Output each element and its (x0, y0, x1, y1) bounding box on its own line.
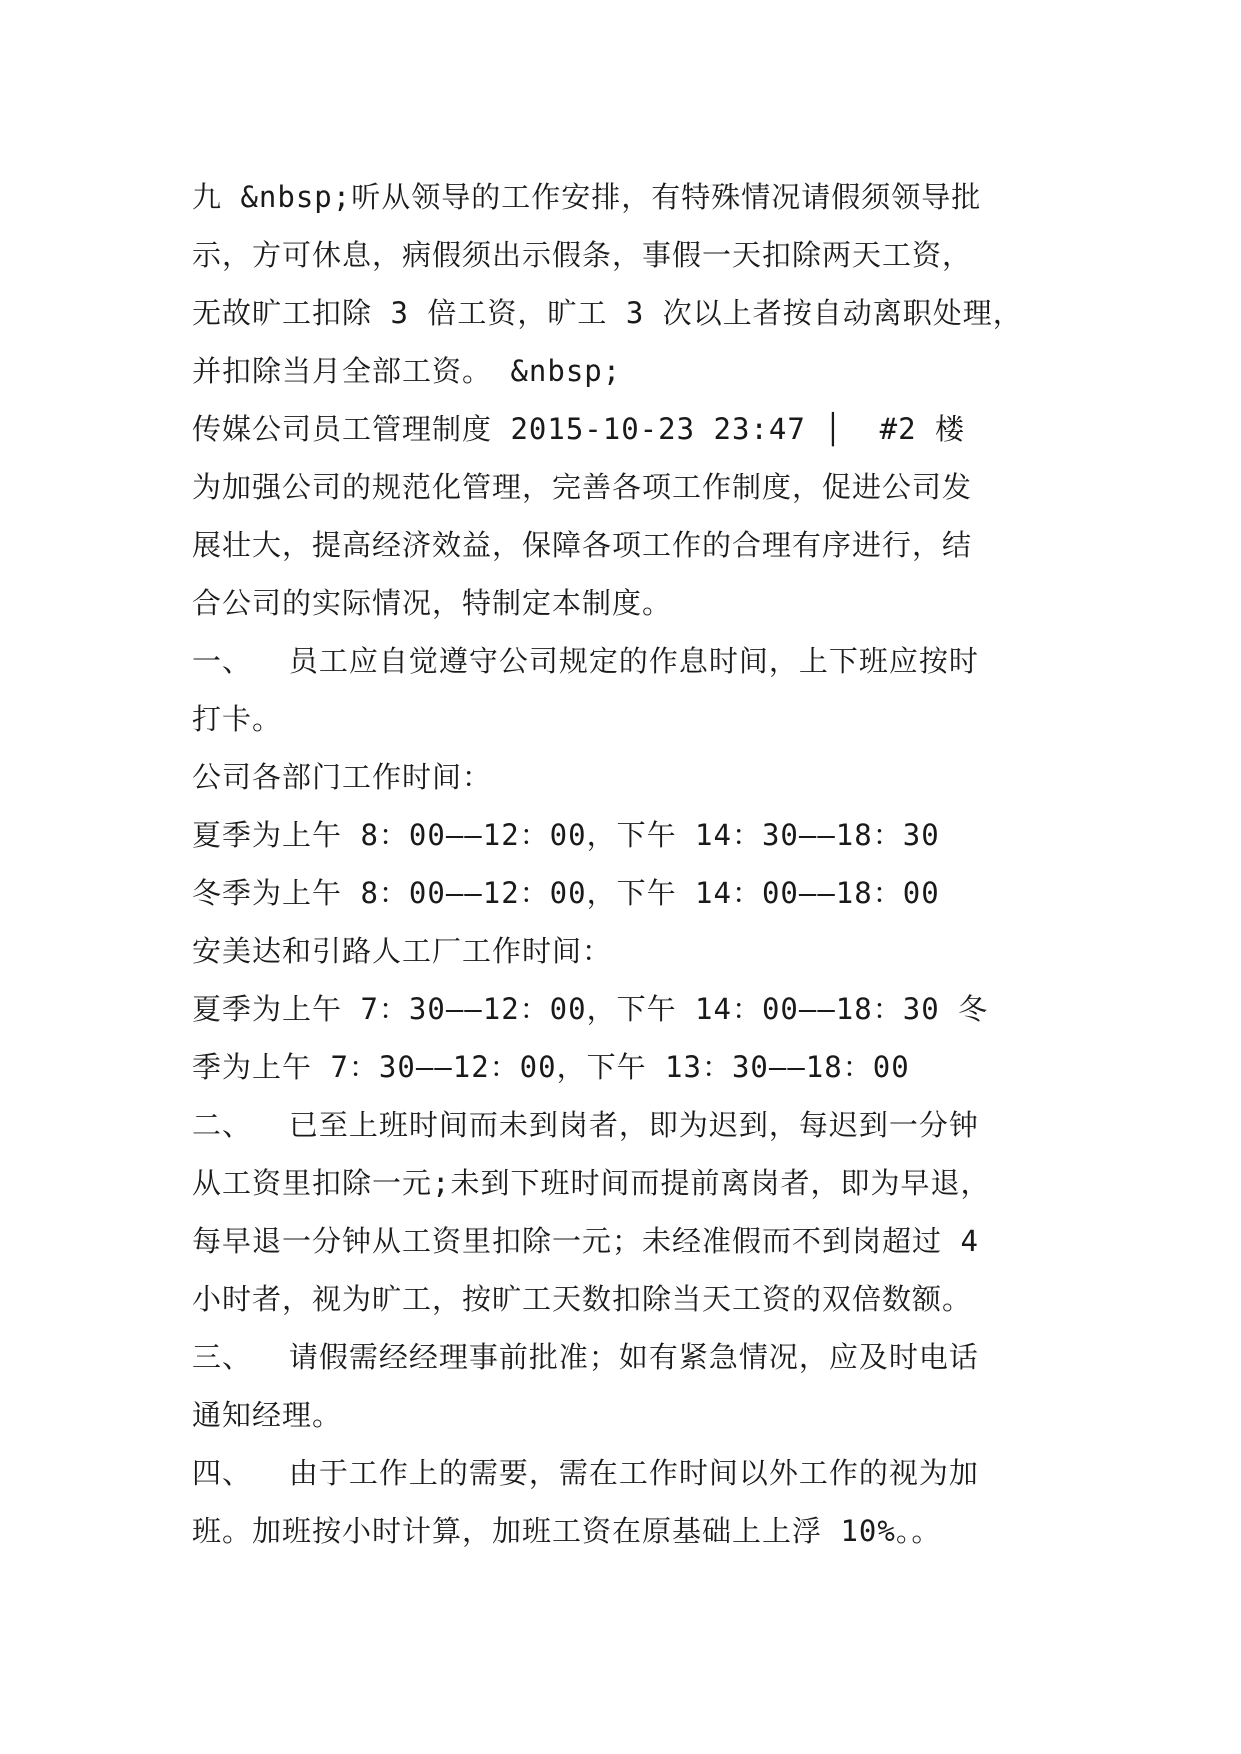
text-line: 无故旷工扣除 3 倍工资，旷工 3 次以上者按自动离职处理， (192, 296, 1023, 330)
schedule-line: 季为上午 7：30——12：00，下午 13：30——18：00 (192, 1050, 910, 1084)
text-line: 通知经理。 (192, 1398, 343, 1432)
text-line: 二、 已至上班时间而未到岗者，即为迟到，每迟到一分钟 (192, 1108, 979, 1142)
schedule-line: 夏季为上午 8：00——12：00，下午 14：30——18：30 (192, 818, 940, 852)
text-line: 合公司的实际情况，特制定本制度。 (192, 586, 673, 620)
schedule-line: 冬季为上午 8：00——12：00，下午 14：00——18：00 (192, 876, 940, 910)
text-line: 展壮大，提高经济效益，保障各项工作的合理有序进行，结 (192, 528, 973, 562)
text-line: 从工资里扣除一元;未到下班时间而提前离岗者，即为早退， (192, 1166, 991, 1200)
document-body (192, 168, 1072, 1560)
text-line: 一、 员工应自觉遵守公司规定的作息时间，上下班应按时 (192, 644, 979, 678)
text-line: 为加强公司的规范化管理，完善各项工作制度，促进公司发 (192, 470, 973, 504)
text-line: 打卡。 (192, 702, 283, 736)
text-line: 四、 由于工作上的需要，需在工作时间以外工作的视为加 (192, 1456, 979, 1490)
post-header: 传媒公司员工管理制度 2015-10-23 23:47 │ #2 楼 (192, 412, 966, 446)
text-line: 每早退一分钟从工资里扣除一元；未经准假而不到岗超过 4 (192, 1224, 979, 1258)
text-line: 并扣除当月全部工资。 &nbsp; (192, 354, 622, 388)
text-line: 安美达和引路人工厂工作时间： (192, 934, 613, 968)
text-line: 小时者，视为旷工，按旷工天数扣除当天工资的双倍数额。 (192, 1282, 973, 1316)
text-line: 三、 请假需经经理事前批准；如有紧急情况，应及时电话 (192, 1340, 979, 1374)
text-line: 班。加班按小时计算，加班工资在原基础上上浮 10%。。 (192, 1514, 942, 1548)
schedule-line: 夏季为上午 7：30——12：00，下午 14：00——18：30 冬 (192, 992, 989, 1026)
text-line: 公司各部门工作时间： (192, 760, 493, 794)
text-line: 示，方可休息，病假须出示假条，事假一天扣除两天工资， (192, 238, 973, 272)
text-line: 九 &nbsp;听从领导的工作安排，有特殊情况请假须领导批 (192, 180, 982, 214)
